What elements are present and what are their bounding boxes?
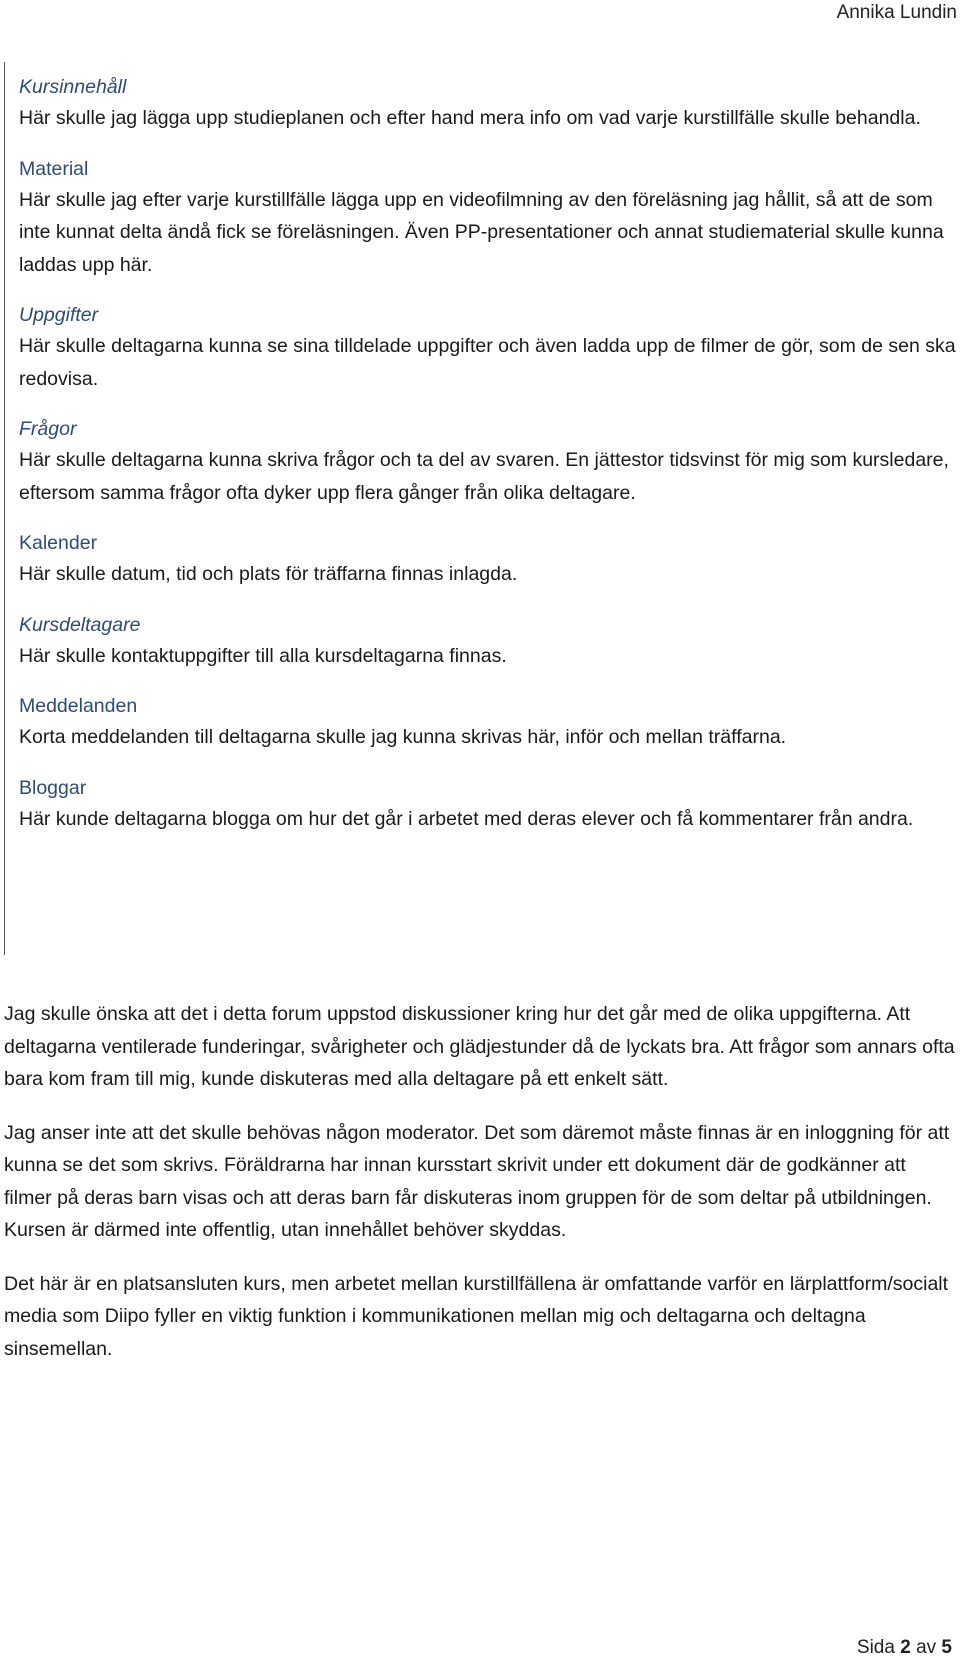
- header-author: Annika Lundin: [836, 2, 957, 23]
- page-number: [857, 1637, 952, 1659]
- section-heading: Kursdeltagare: [19, 613, 141, 636]
- body-paragraphs: [4, 998, 958, 1386]
- paragraph: Det här är en platsansluten kurs, men arbetet mellan kurstillfällena är omfattande varför en lärplattform/socialt media som Diipo fyller en viktig funktion i kommunikationen mellan mig och deltagarna och deltagna sinsemellan.: [4, 1272, 949, 1360]
- page-of: av: [916, 1637, 937, 1658]
- section-heading: Kalender: [19, 532, 98, 554]
- section-material: [19, 154, 958, 282]
- section-bloggar: [19, 773, 958, 836]
- section-body: Här skulle jag lägga upp studieplanen och efter hand mera info om vad varje kurstillfälle skulle behandla.: [19, 107, 921, 129]
- paragraph: Jag skulle önska att det i detta forum uppstod diskussioner kring hur det går med de olika uppgifterna. Att deltagarna ventilerade funderingar, svårigheter och glädjestunder då de lyckats bra. Att frågor som annars ofta bara kom fram till mig, kunde diskuteras med alla deltagare på ett enkelt sätt.: [4, 1003, 955, 1090]
- section-heading: Material: [19, 157, 89, 180]
- paragraph: Jag anser inte att det skulle behövas någon moderator. Det som däremot måste finnas är en inloggning för att kunna se det som skrivs. Föräldrarna har innan kursstart skrivit under ett dokument där de godkänner att filmer på deras barn visas och att deras barn får diskuteras inom gruppen för de som deltar på utbildningen. Kursen är därmed inte offentlig, utan innehållet behöver skyddas.: [4, 1121, 950, 1241]
- section-kursinnehall: [19, 72, 958, 135]
- section-body: Här kunde deltagarna blogga om hur det går i arbetet med deras elever och få kommentarer från andra.: [19, 807, 914, 830]
- section-heading: Uppgifter: [19, 304, 99, 326]
- section-heading: Kursinnehåll: [19, 76, 127, 98]
- section-fragor: [19, 414, 958, 509]
- section-uppgifter: [19, 300, 958, 395]
- section-kursdeltagare: [19, 610, 958, 673]
- section-body: Här skulle datum, tid och plats för träffarna finnas inlagda.: [19, 563, 518, 585]
- section-body: Korta meddelanden till deltagarna skulle jag kunna skrivas här, inför och mellan träffarna.: [19, 726, 787, 748]
- section-body: Här skulle deltagarna kunna skriva frågor och ta del av svaren. En jättestor tidsvinst för mig som kursledare, eftersom samma frågor ofta dyker upp flera gånger från olika deltagare.: [19, 449, 949, 504]
- section-meddelanden: [19, 691, 958, 754]
- page-current: 2: [900, 1637, 911, 1658]
- section-heading: Meddelanden: [19, 695, 138, 717]
- section-body: Här skulle kontaktuppgifter till alla kursdeltagarna finnas.: [19, 644, 507, 667]
- section-body: Här skulle deltagarna kunna se sina tilldelade uppgifter och även ladda upp de filmer de gör, som de sen ska redovisa.: [19, 335, 956, 390]
- section-heading: Bloggar: [19, 776, 87, 799]
- section-kalender: [19, 528, 958, 591]
- section-body: Här skulle jag efter varje kurstillfälle lägga upp en videofilmning av den föreläsning jag hållit, så att de som inte kunnat delta ändå fick se föreläsningen. Även PP-presentationer och annat studiematerial skulle kunna laddas upp här.: [19, 188, 944, 276]
- course-sections-block: [4, 62, 958, 955]
- page-total: 5: [941, 1637, 952, 1658]
- section-heading: Frågor: [19, 418, 77, 440]
- page-prefix: Sida: [856, 1637, 895, 1658]
